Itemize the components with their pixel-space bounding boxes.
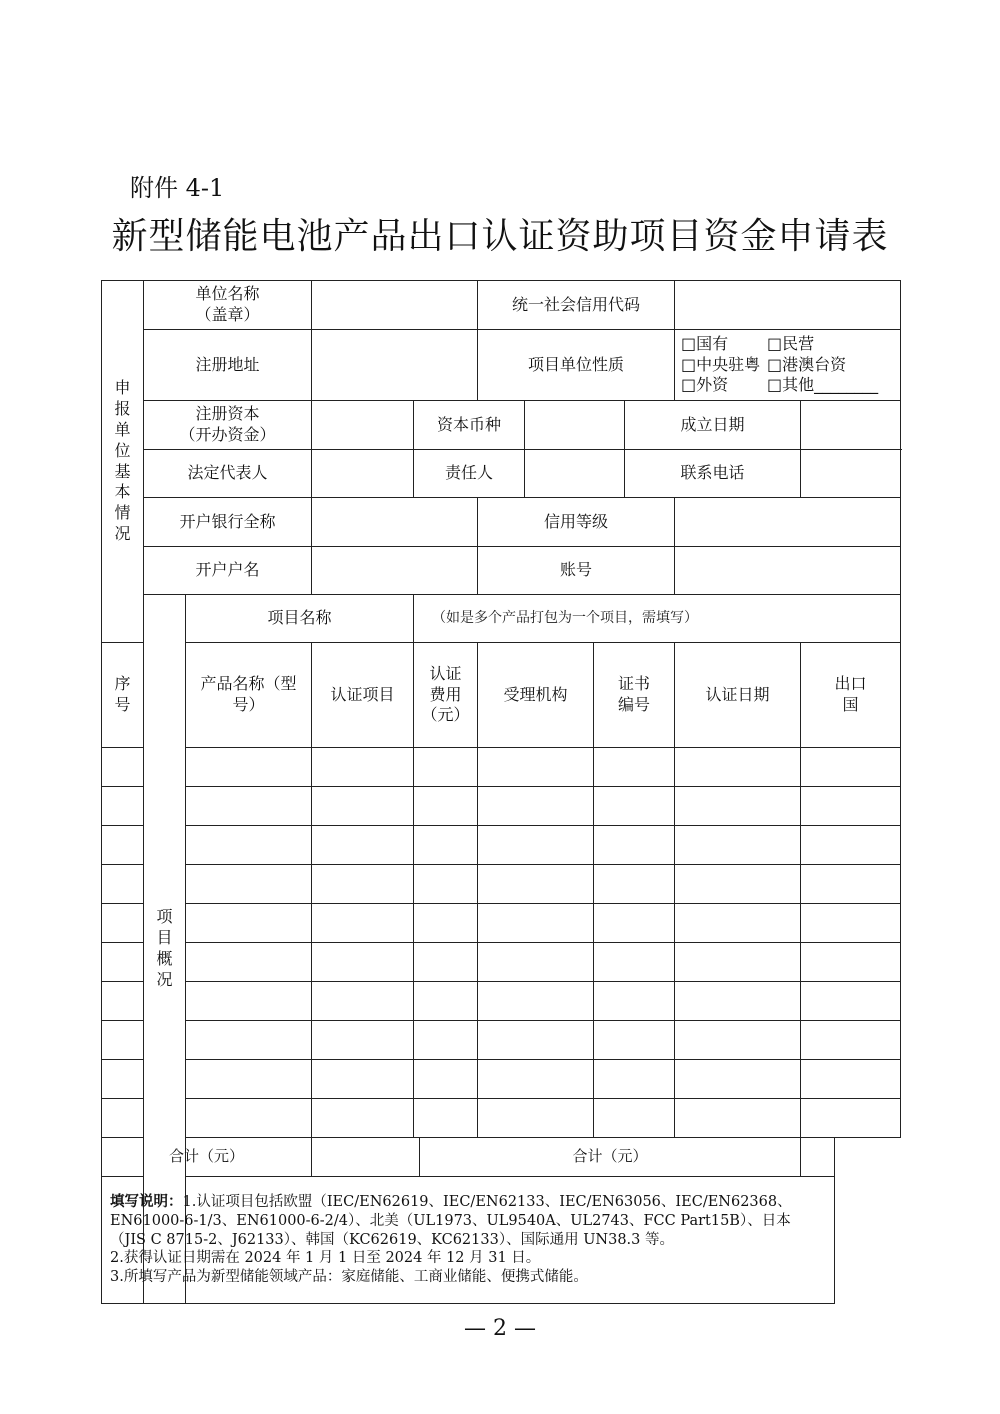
col-country: 出口 国: [801, 643, 901, 748]
person-in-charge-label: 责任人: [414, 450, 525, 498]
col-cert-no: 证书 编号: [594, 643, 675, 748]
col-seq: 序 号: [102, 643, 144, 748]
table-row: [102, 747, 901, 786]
est-date-label: 成立日期: [625, 401, 801, 450]
attachment-label: 附件 4-1: [130, 174, 225, 202]
table-row: [102, 1020, 901, 1059]
legal-rep-field[interactable]: [312, 450, 414, 498]
option-central[interactable]: □中央驻粤: [681, 354, 761, 374]
col-product: 产品名称（型 号）: [186, 643, 312, 748]
account-name-field[interactable]: [312, 547, 478, 595]
total-fee-label: 合计（元）: [102, 1137, 312, 1176]
instruction-3: 3.所填写产品为新型储能领域产品：家庭储能、工商业储能、便携式储能。: [110, 1269, 588, 1286]
unit-nature-options[interactable]: [675, 330, 901, 401]
col-agency: 受理机构: [478, 643, 594, 748]
instruction-1: 1.认证项目包括欧盟（IEC/EN62619、IEC/EN62133、IEC/EN63056、IEC/EN62368、EN61000-6-1/3、EN61000-6-2/4）、北美（UL1973、UL9540A、UL2743、FCC Part15B）、日本（JIS C 8715-2、J62133）、韩国（KC62619、KC62133）、国际通用 UN38.3 等。: [110, 1193, 792, 1248]
instructions-lead: 填写说明：: [110, 1192, 183, 1210]
col-cert-date: 认证日期: [675, 643, 801, 748]
reg-capital-label: 注册资本 （开办资金）: [144, 401, 312, 450]
table-row: [102, 903, 901, 942]
col-fee: 认证 费用 （元）: [414, 643, 478, 748]
person-in-charge-field[interactable]: [525, 450, 625, 498]
legal-rep-label: 法定代表人: [144, 450, 312, 498]
reg-address-field[interactable]: [312, 330, 478, 401]
table-row: [102, 825, 901, 864]
bank-name-field[interactable]: [312, 498, 478, 547]
table-row: [102, 864, 901, 903]
form-title: 新型储能电池产品出口认证资助项目资金申请表: [111, 216, 889, 257]
page-number: — 2 —: [464, 1316, 536, 1341]
credit-code-label: 统一社会信用代码: [478, 281, 675, 330]
option-state-owned[interactable]: □国有: [681, 333, 729, 353]
project-name-field[interactable]: （如是多个产品打包为一个项目，需填写）: [414, 595, 901, 643]
application-form-table: [101, 280, 901, 1304]
phone-field[interactable]: [801, 450, 901, 498]
unit-name-label: 单位名称 （盖章）: [144, 281, 312, 330]
option-other[interactable]: □其他________: [767, 375, 879, 395]
option-hk-macau-tw[interactable]: □港澳台资: [767, 354, 847, 374]
table-row: [102, 1059, 901, 1098]
unit-name-field[interactable]: [312, 281, 478, 330]
bank-name-label: 开户银行全称: [144, 498, 312, 547]
fill-instructions: [102, 1176, 835, 1303]
currency-field[interactable]: [525, 401, 625, 450]
instruction-2: 2.获得认证日期需在 2024 年 1 月 1 日至 2024 年 12 月 31 日。: [110, 1250, 541, 1267]
reg-address-label: 注册地址: [144, 330, 312, 401]
currency-label: 资本币种: [414, 401, 525, 450]
project-name-label: 项目名称: [186, 595, 414, 643]
total-fee-field[interactable]: [312, 1137, 420, 1176]
option-foreign[interactable]: □外资: [681, 375, 729, 395]
est-date-field[interactable]: [801, 401, 901, 450]
account-no-field[interactable]: [675, 547, 901, 595]
section-label-project: 项 目 概 况: [144, 595, 186, 1304]
table-row: [102, 942, 901, 981]
col-cert-item: 认证项目: [312, 643, 414, 748]
total-sales-label: 合计（元）: [420, 1137, 801, 1176]
credit-rating-field[interactable]: [675, 498, 901, 547]
table-row: [102, 786, 901, 825]
option-private[interactable]: □民营: [767, 333, 815, 353]
table-row: [102, 981, 901, 1020]
credit-code-field[interactable]: [675, 281, 901, 330]
total-sales-field[interactable]: [801, 1137, 835, 1176]
section-label-applicant: 申 报 单 位 基 本 情 况: [102, 281, 144, 643]
account-name-label: 开户户名: [144, 547, 312, 595]
account-no-label: 账号: [478, 547, 675, 595]
table-row: [102, 1098, 901, 1137]
phone-label: 联系电话: [625, 450, 801, 498]
credit-rating-label: 信用等级: [478, 498, 675, 547]
unit-nature-label: 项目单位性质: [478, 330, 675, 401]
reg-capital-field[interactable]: [312, 401, 414, 450]
